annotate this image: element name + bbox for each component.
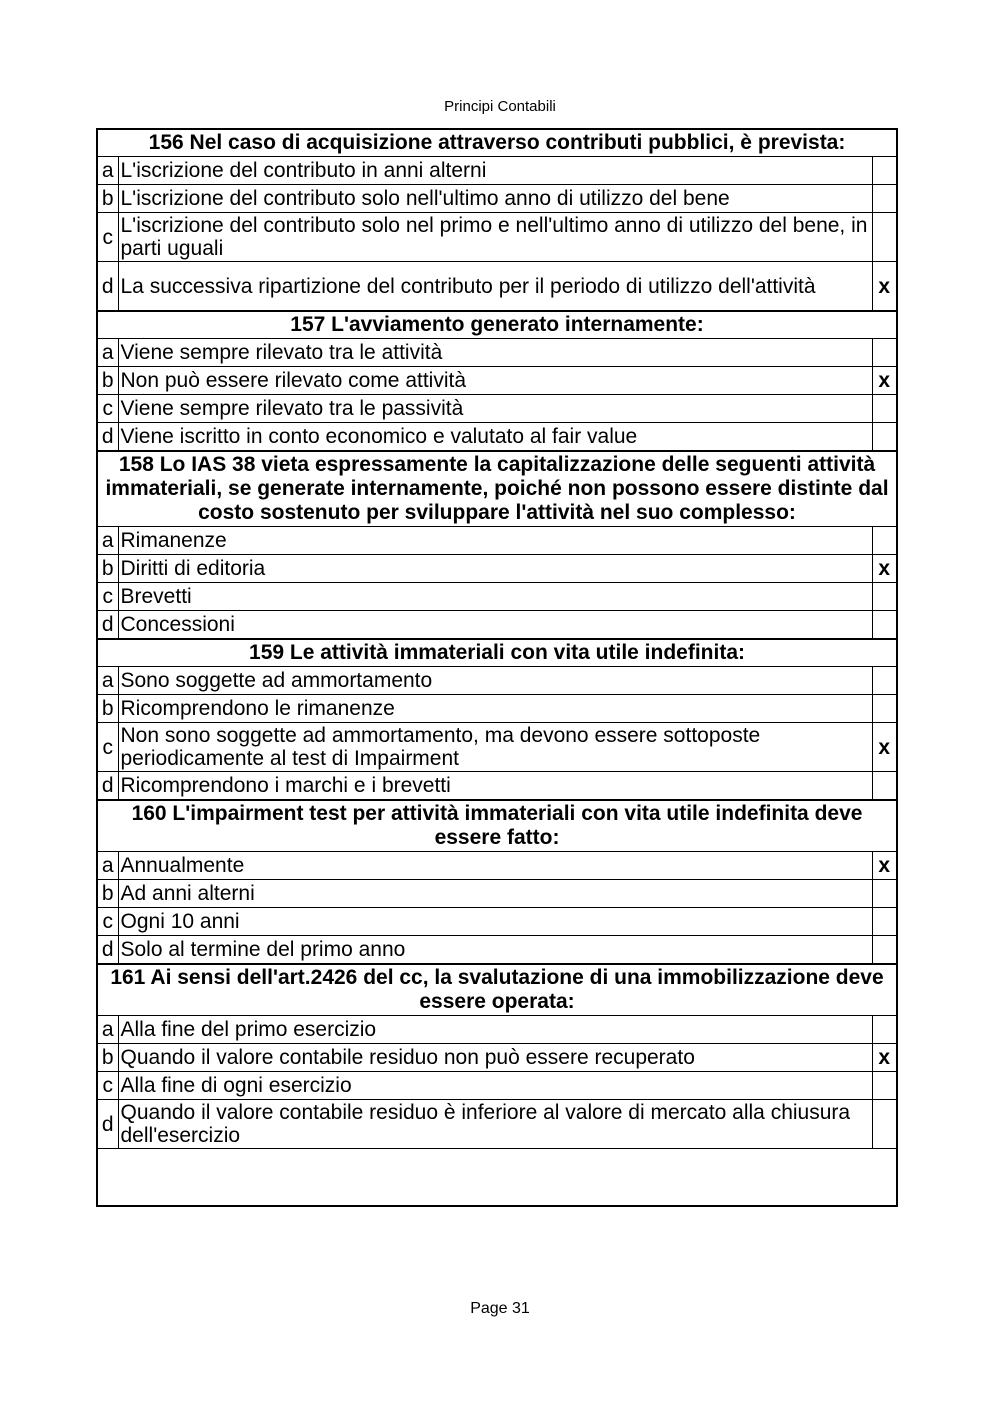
answer-mark: x	[872, 1044, 897, 1072]
option-row	[97, 1016, 897, 1044]
option-letter: b	[97, 367, 118, 395]
option-text: Alla fine di ogni esercizio	[118, 1072, 872, 1100]
option-text: Brevetti	[118, 583, 872, 611]
answer-mark	[872, 1072, 897, 1100]
page-header: Principi Contabili	[444, 98, 556, 115]
question-row	[97, 639, 897, 667]
question-title: 160 L'impairment test per attività immateriali con vita utile indefinita deve essere fatto:	[97, 800, 897, 852]
option-text: Sono soggette ad ammortamento	[118, 667, 872, 695]
option-letter: d	[97, 936, 118, 965]
option-letter: d	[97, 262, 118, 312]
option-letter: c	[97, 583, 118, 611]
answer-mark: x	[872, 555, 897, 583]
option-text: L'iscrizione del contributo solo nel primo e nell'ultimo anno di utilizzo del bene, in parti uguali	[118, 213, 872, 262]
quiz-table	[96, 128, 898, 1207]
option-text: Non sono soggette ad ammortamento, ma devono essere sottoposte periodicamente al test di Impairment	[118, 723, 872, 772]
answer-mark: x	[872, 852, 897, 880]
option-letter: c	[97, 908, 118, 936]
option-letter: d	[97, 772, 118, 801]
option-text: Non può essere rilevato come attività	[118, 367, 872, 395]
option-row	[97, 339, 897, 367]
option-text: Quando il valore contabile residuo è inferiore al valore di mercato alla chiusura dell'esercizio	[118, 1100, 872, 1149]
option-letter: d	[97, 1100, 118, 1149]
option-row	[97, 880, 897, 908]
option-letter: a	[97, 852, 118, 880]
answer-mark	[872, 395, 897, 423]
option-row	[97, 1072, 897, 1100]
option-letter: a	[97, 667, 118, 695]
option-row	[97, 611, 897, 640]
answer-mark	[872, 880, 897, 908]
answer-mark: x	[872, 367, 897, 395]
answer-mark	[872, 908, 897, 936]
answer-mark	[872, 583, 897, 611]
option-text: Quando il valore contabile residuo non può essere recuperato	[118, 1044, 872, 1072]
option-text: Viene sempre rilevato tra le passività	[118, 395, 872, 423]
option-letter: c	[97, 1072, 118, 1100]
question-row	[97, 311, 897, 339]
answer-mark	[872, 339, 897, 367]
option-text: Solo al termine del primo anno	[118, 936, 872, 965]
empty-cell	[97, 1149, 897, 1207]
option-text: Annualmente	[118, 852, 872, 880]
option-text: Alla fine del primo esercizio	[118, 1016, 872, 1044]
option-row	[97, 262, 897, 312]
option-letter: c	[97, 723, 118, 772]
option-letter: c	[97, 395, 118, 423]
option-row	[97, 1100, 897, 1149]
option-row	[97, 555, 897, 583]
answer-mark: x	[872, 723, 897, 772]
page-number: Page 31	[470, 1300, 530, 1317]
option-letter: b	[97, 555, 118, 583]
option-letter: d	[97, 611, 118, 640]
option-text: Ogni 10 anni	[118, 908, 872, 936]
option-row	[97, 936, 897, 965]
option-row	[97, 1044, 897, 1072]
option-row	[97, 185, 897, 213]
option-row	[97, 213, 897, 262]
option-letter: a	[97, 157, 118, 185]
option-letter: a	[97, 1016, 118, 1044]
option-row	[97, 367, 897, 395]
answer-mark	[872, 667, 897, 695]
answer-mark	[872, 527, 897, 555]
question-title: 157 L'avviamento generato internamente:	[97, 311, 897, 339]
option-row	[97, 695, 897, 723]
answer-mark	[872, 772, 897, 801]
question-row	[97, 964, 897, 1016]
option-row	[97, 527, 897, 555]
option-text: Diritti di editoria	[118, 555, 872, 583]
question-title: 158 Lo IAS 38 vieta espressamente la capitalizzazione delle seguenti attività immateriali, se generate internamente, poiché non possono essere distinte dal costo sostenuto per sviluppare l'attività nel suo complesso:	[97, 451, 897, 527]
option-row	[97, 667, 897, 695]
empty-row	[97, 1149, 897, 1207]
question-row	[97, 129, 897, 157]
option-text: Viene iscritto in conto economico e valutato al fair value	[118, 423, 872, 452]
option-text: Ad anni alterni	[118, 880, 872, 908]
option-letter: b	[97, 695, 118, 723]
option-text: Viene sempre rilevato tra le attività	[118, 339, 872, 367]
option-text: La successiva ripartizione del contributo per il periodo di utilizzo dell'attività	[118, 262, 872, 312]
answer-mark	[872, 1016, 897, 1044]
option-text: L'iscrizione del contributo in anni alterni	[118, 157, 872, 185]
answer-mark	[872, 936, 897, 965]
option-text: Ricomprendono le rimanenze	[118, 695, 872, 723]
answer-mark	[872, 185, 897, 213]
option-text: Rimanenze	[118, 527, 872, 555]
option-text: Concessioni	[118, 611, 872, 640]
option-row	[97, 908, 897, 936]
option-letter: a	[97, 527, 118, 555]
question-row	[97, 800, 897, 852]
option-row	[97, 583, 897, 611]
answer-mark	[872, 611, 897, 640]
answer-mark	[872, 157, 897, 185]
question-title: 159 Le attività immateriali con vita utile indefinita:	[97, 639, 897, 667]
question-row	[97, 451, 897, 527]
option-letter: b	[97, 1044, 118, 1072]
option-row	[97, 423, 897, 452]
option-text: Ricomprendono i marchi e i brevetti	[118, 772, 872, 801]
option-letter: d	[97, 423, 118, 452]
option-row	[97, 772, 897, 801]
question-title: 161 Ai sensi dell'art.2426 del cc, la svalutazione di una immobilizzazione deve essere operata:	[97, 964, 897, 1016]
option-letter: c	[97, 213, 118, 262]
option-row	[97, 395, 897, 423]
answer-mark	[872, 695, 897, 723]
answer-mark	[872, 213, 897, 262]
answer-mark	[872, 423, 897, 452]
option-text: L'iscrizione del contributo solo nell'ultimo anno di utilizzo del bene	[118, 185, 872, 213]
option-row	[97, 723, 897, 772]
option-row	[97, 157, 897, 185]
option-letter: a	[97, 339, 118, 367]
option-letter: b	[97, 880, 118, 908]
option-letter: b	[97, 185, 118, 213]
question-title: 156 Nel caso di acquisizione attraverso contributi pubblici, è prevista:	[97, 129, 897, 157]
answer-mark	[872, 1100, 897, 1149]
option-row	[97, 852, 897, 880]
answer-mark: x	[872, 262, 897, 312]
